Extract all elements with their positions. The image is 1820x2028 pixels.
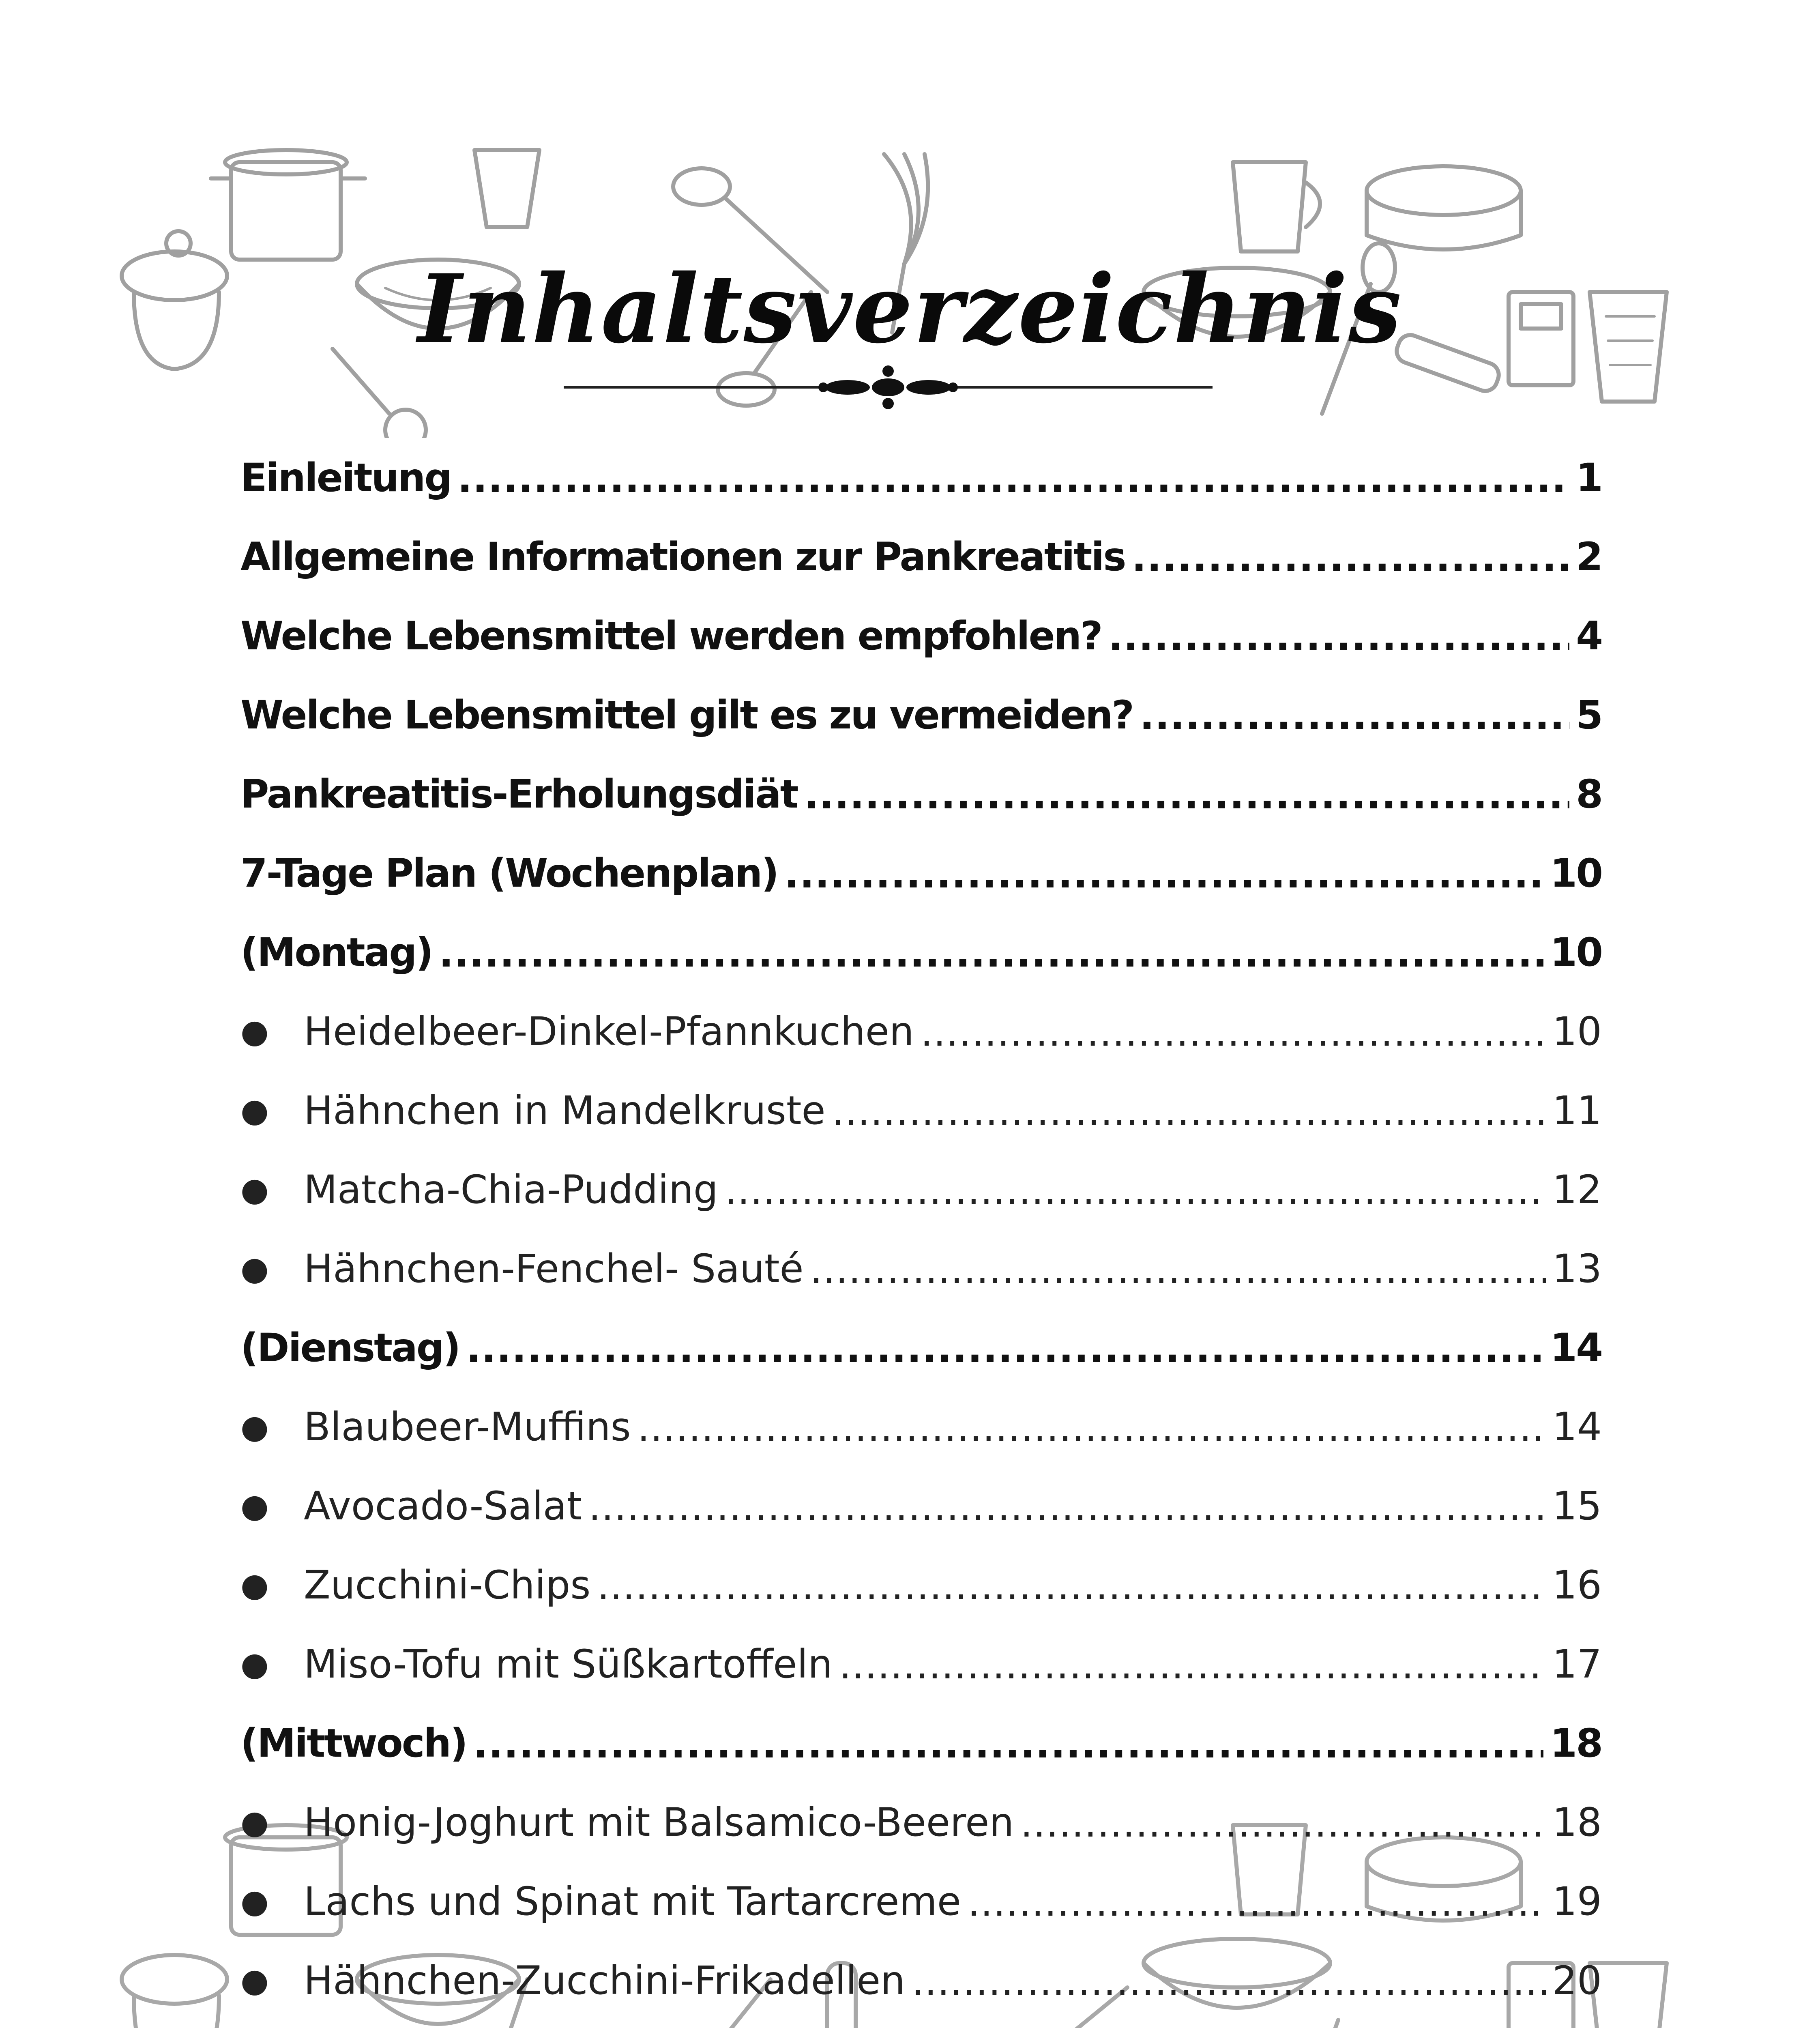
dot-leader [439, 930, 1543, 976]
toc-entry-label: 7-Tage Plan (Wochenplan) [240, 850, 778, 896]
toc-page-number: 12 [1552, 1167, 1602, 1212]
toc-chapter-entry[interactable] [240, 913, 1602, 992]
dot-leader [637, 1405, 1546, 1450]
toc-entry-label: Blaubeer-Muffins [304, 1404, 631, 1450]
toc-recipe-entry[interactable] [240, 1150, 1602, 1229]
toc-recipe-entry[interactable] [240, 1071, 1602, 1150]
dot-leader [1020, 1800, 1546, 1846]
toc-recipe-entry[interactable] [240, 1624, 1602, 1704]
dot-leader [804, 772, 1570, 818]
toc-entry-label: Heidelbeer-Dinkel-Pfannkuchen [304, 1008, 914, 1054]
toc-page-number: 2 [1576, 534, 1602, 580]
toc-page-number: 13 [1552, 1246, 1602, 1291]
toc-recipe-entry[interactable] [240, 1941, 1602, 2020]
bullet-icon: ● [240, 1171, 269, 1208]
toc-recipe-entry[interactable] [240, 1229, 1602, 1308]
toc-entry-label: Einleitung [240, 455, 451, 501]
toc-recipe-entry[interactable] [240, 1466, 1602, 1545]
toc-recipe-entry[interactable] [240, 1862, 1602, 1941]
toc-page-number: 4 [1576, 613, 1602, 659]
bullet-icon: ● [240, 1882, 269, 1920]
ladle-icon [1265, 2020, 1338, 2028]
toc-page-number: 8 [1576, 771, 1602, 817]
dot-leader [810, 1247, 1546, 1292]
toc-chapter-entry[interactable] [240, 596, 1602, 675]
toc-page-number: 16 [1552, 1562, 1602, 1608]
dot-leader [473, 1721, 1544, 1767]
bullet-icon: ● [240, 1566, 269, 1604]
toc-chapter-entry[interactable] [240, 675, 1602, 754]
bullet-icon: ● [240, 1250, 269, 1287]
toc-page-number: 19 [1552, 1878, 1602, 1924]
cooking-pot-icon [211, 150, 365, 260]
toc-page-number: 5 [1576, 692, 1602, 738]
toc-recipe-entry[interactable] [240, 1387, 1602, 1466]
toc-entry-label: Welche Lebensmittel werden empfohlen? [240, 613, 1102, 659]
toc-chapter-entry[interactable] [240, 1704, 1602, 1783]
toc-entry-label: (Mittwoch) [240, 1720, 467, 1766]
glass-icon [474, 150, 539, 227]
dot-leader [457, 456, 1569, 501]
bullet-icon: ● [240, 1408, 269, 1446]
toc-entry-label: Welche Lebensmittel gilt es zu vermeiden? [240, 692, 1133, 738]
dot-leader [839, 1642, 1546, 1688]
pitcher-icon [1233, 162, 1320, 251]
toc-page-number: 17 [1552, 1641, 1602, 1687]
toc-page-number: 14 [1550, 1325, 1602, 1371]
toc-entry-label: Hähnchen-Zucchini-Frikadellen [304, 1957, 906, 2003]
toc-entry-label: Miso-Tofu mit Süßkartoffeln [304, 1641, 833, 1687]
toc-page-number: 14 [1552, 1404, 1602, 1450]
toc-chapter-entry[interactable] [240, 1308, 1602, 1387]
toc-page-number: 11 [1552, 1087, 1602, 1133]
cake-tin-icon [1367, 166, 1521, 249]
toc-recipe-entry[interactable] [240, 1783, 1602, 1862]
toc-entry-label: Matcha-Chia-Pudding [304, 1167, 718, 1212]
toc-entry-label: Avocado-Salat [304, 1483, 582, 1529]
dot-leader [968, 1880, 1546, 1925]
toc-entry-label: Allgemeine Informationen zur Pankreatitis [240, 534, 1125, 580]
toc-page-number: 18 [1552, 1799, 1602, 1845]
dot-leader [597, 1563, 1546, 1609]
toc-chapter-entry[interactable] [240, 834, 1602, 913]
dot-leader [784, 851, 1543, 897]
toc-entry-label: (Montag) [240, 929, 432, 975]
toc-chapter-entry[interactable] [240, 438, 1602, 517]
dot-leader [1108, 614, 1569, 660]
dot-leader [466, 1326, 1543, 1371]
dot-leader [832, 1089, 1546, 1134]
toc-page-number: 15 [1552, 1483, 1602, 1529]
toc-page-number: 10 [1552, 1008, 1602, 1054]
toc-page-number: 18 [1550, 1720, 1602, 1766]
bullet-icon: ● [240, 1012, 269, 1050]
dot-leader [1131, 535, 1569, 580]
toc-entry-label: Pankreatitis-Erholungsdiät [240, 771, 798, 817]
bullet-icon: ● [240, 1803, 269, 1841]
toc-entry-label: Zucchini-Chips [304, 1562, 591, 1608]
toc-page-number: 20 [1552, 1957, 1602, 2003]
toc-entry-label: (Dienstag) [240, 1325, 460, 1371]
bullet-icon: ● [240, 1487, 269, 1525]
page-title: Inhaltsverzeichnis [418, 254, 1402, 365]
title-divider-ornament [564, 363, 1213, 412]
toc-entry-label: Lachs und Spinat mit Tartarcreme [304, 1878, 961, 1924]
kettle-icon [122, 1955, 227, 2028]
toc-entry-label: Honig-Joghurt mit Balsamico-Beeren [304, 1799, 1014, 1845]
toc-page-number: 1 [1576, 455, 1602, 501]
toc-recipe-entry[interactable] [240, 1545, 1602, 1624]
toc-page-number: 10 [1550, 850, 1602, 896]
toc-page-number: 10 [1550, 929, 1602, 975]
toc-entry-label: Hähnchen in Mandelkruste [304, 1087, 826, 1133]
toc-entry-label: Hähnchen-Fenchel- Sauté [304, 1246, 804, 1291]
bullet-icon: ● [240, 1961, 269, 1999]
dot-leader [588, 1484, 1546, 1530]
toc-chapter-entry[interactable] [240, 754, 1602, 834]
dot-leader [921, 1010, 1546, 1055]
bullet-icon: ● [240, 1091, 269, 1129]
toc-recipe-entry[interactable] [240, 992, 1602, 1071]
dot-leader [912, 1959, 1546, 2004]
toc-chapter-entry[interactable] [240, 517, 1602, 596]
bullet-icon: ● [240, 1645, 269, 1683]
table-of-contents [240, 438, 1602, 2020]
dot-leader [1140, 693, 1569, 739]
dot-leader [725, 1168, 1546, 1213]
